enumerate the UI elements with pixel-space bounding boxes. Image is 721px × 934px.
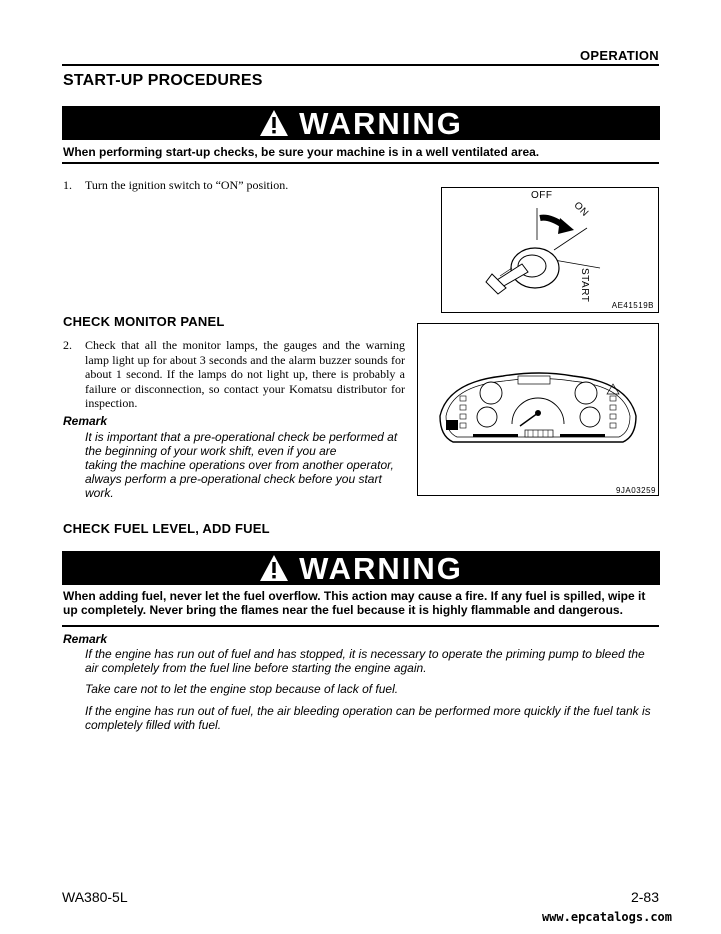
warning-triangle-icon xyxy=(259,109,289,137)
remark-line: work. xyxy=(85,486,114,500)
warning-banner-startup xyxy=(62,106,660,140)
remark-line: It is important that a pre-operational check be performed at xyxy=(85,430,398,444)
switch-off-label: OFF xyxy=(531,190,553,201)
section-label: OPERATION xyxy=(579,48,659,63)
remark-paragraph: Take care not to let the engine stop because of lack of fuel. xyxy=(85,682,399,696)
switch-start-label: START xyxy=(579,268,590,303)
monitor-panel-figure xyxy=(417,323,659,496)
monitor-panel-drawing xyxy=(418,324,658,495)
remark-paragraph: If the engine has run out of fuel and has stopped, it is necessary to operate the priming pump to bleed the air completely from the fuel line before starting the engine again. xyxy=(85,647,645,675)
warning-label: WARNING xyxy=(299,105,463,141)
warning-rule-startup xyxy=(62,162,659,164)
watermark-link[interactable]: www.epcatalogs.com xyxy=(541,910,672,924)
warning-label: WARNING xyxy=(299,550,463,586)
figure-code: AE41519B xyxy=(611,301,654,310)
remark-line: always perform a pre-operational check before you start xyxy=(85,472,382,486)
step-number: 2. xyxy=(63,338,72,352)
step-text: Turn the ignition switch to “ON” position. xyxy=(85,178,289,192)
header-rule xyxy=(62,64,659,66)
ignition-switch-figure xyxy=(441,187,659,313)
switch-on-label: ON xyxy=(571,199,591,220)
warning-rule-fuel xyxy=(62,625,659,627)
warning-text-startup: When performing start-up checks, be sure your machine is in a well ventilated area. xyxy=(63,145,540,159)
section-title-monitor: CHECK MONITOR PANEL xyxy=(63,314,225,329)
warning-text-fuel: When adding fuel, never let the fuel overflow. This action may cause a fire. If any fuel is spilled, wipe it up completely. Never bring the flames near the fuel because it is highly flammable and dangerous. xyxy=(63,589,646,617)
warning-triangle-icon xyxy=(259,554,289,582)
figure-code: 9JA03259 xyxy=(615,486,656,495)
ignition-switch-drawing xyxy=(442,188,658,312)
remark-line: the beginning of your work shift, even if you are xyxy=(85,444,337,458)
step-number: 1. xyxy=(63,178,72,192)
remark-body-monitor xyxy=(85,430,405,500)
footer-model: WA380-5L xyxy=(62,889,128,905)
remark-line: taking the machine operations over from another operator, xyxy=(85,458,394,472)
remark-title: Remark xyxy=(63,414,108,428)
warning-banner-fuel xyxy=(62,551,660,585)
remark-title: Remark xyxy=(63,632,108,646)
step-text: Check that all the monitor lamps, the gauges and the warning lamp light up for about 3 seconds and the alarm buzzer sounds for about 1 second. If the lamps do not light up, there is probably a failure or disconnection, so contact your Komatsu distributor for inspection. xyxy=(85,338,405,410)
section-title-fuel: CHECK FUEL LEVEL, ADD FUEL xyxy=(63,521,270,536)
remark-paragraph: If the engine has run out of fuel, the air bleeding operation can be performed more quickly if the fuel tank is completely filled with fuel. xyxy=(85,704,651,732)
footer-page-number: 2-83 xyxy=(630,889,659,905)
page-title: START-UP PROCEDURES xyxy=(63,72,263,89)
